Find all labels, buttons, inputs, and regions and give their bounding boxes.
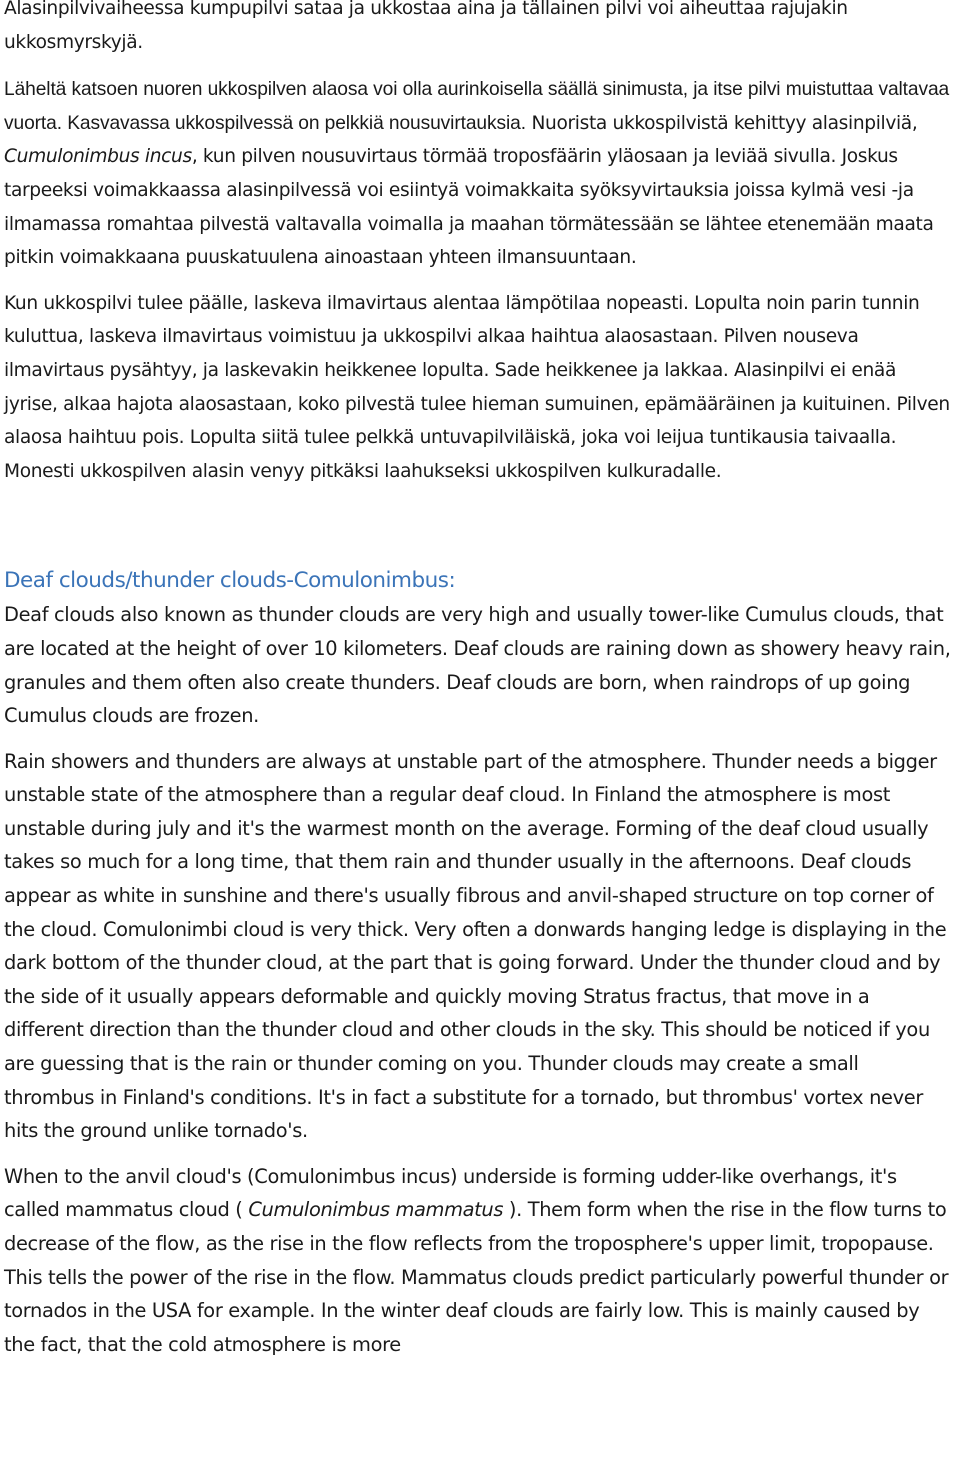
english-paragraph-2: Rain showers and thunders are always at unstable part of the atmosphere. Thunder needs a bigger unstable state of the atmosphere than a regular deaf cloud. In Finland the atmosphere is most unstable during july and it's the warmest month on the average. Forming of the deaf cloud usually takes so much for a long time, that them rain and thunder usually in the afternoons. Deaf clouds appear as white in sunshine and there's usually fibrous and anvil-shaped structure on top corner of the cloud. Comulonimbi cloud is very thick. Very often a donwards hanging ledge is displaying in the dark bottom of the thunder cloud, at the part that is going forward. Under the thunder cloud and by the side of it usually appears deformable and quickly moving Stratus fractus, that move in a different direction than the thunder cloud and other clouds in the sky. This should be noticed if you are guessing that is the rain or thunder coming on you. Thunder clouds may create a small thrombus in Finland's conditions. It's in fact a substitute for a tornado, but thrombus' vortex never hits the ground unlike tornado's. [4,749,947,1143]
english-paragraph-3-text-b: ). Them form when the rise in the flow turns to decrease of the flow, as the rise in the flow reflects from the troposphere's upper limit, tropopause. This tells the power of the rise in the flow. Mammatus clouds predict particularly powerful thunder or tornados in the USA for example. In the winter deaf clouds are fairly low. This is mainly caused by the fact, that the cold atmosphere is more [4,1198,949,1356]
english-paragraph-3-text-a: When to the anvil cloud's (Comulonimbus incus) underside is forming udder-like overhangs, it's called mammatus cloud ( [4,1164,897,1222]
section-heading: Deaf clouds/thunder clouds-Comulonimbus: [4,568,456,594]
finnish-paragraph-1: Alasinpilvivaiheessa kumpupilvi sataa ja ukkostaa aina ja tällainen pilvi voi aiheuttaa rajujakin ukkosmyrskyjä. [4,0,848,53]
english-paragraph-3-italic: Cumulonimbus mammatus [248,1198,504,1222]
english-section [4,564,954,1361]
finnish-paragraph-2-text-c: , kun pilven nousuvirtaus törmää troposfäärin yläosaan ja leviää sivulla. Joskus tarpeeksi voimakkaassa alasinpilvessä voi esiintyä voimakkaita syöksyvirtauksia joissa kylmä vesi -ja ilmamassa romahtaa pilvestä valtavalla voimalla ja maahan törmätessään se lähtee etenemään maata pitkin voimakkaana puuskatuulena ainoastaan yhteen ilmansuuntaan. [4,146,934,269]
finnish-paragraph-2-arial-text: Läheltä katsoen nuoren ukkospilven alaosa voi olla aurinkoisella säällä sinimusta, ja itse pilvi muistuttaa valtavaa vuorta. Kasvavassa ukkospilvessä on pelkkiä nousuvirtauksia. [4,79,950,134]
english-paragraph-1: Deaf clouds also known as thunder clouds are very high and usually tower-like Cumulus clouds, that are located at the height of over 10 kilometers. Deaf clouds are raining down as showery heavy rain, granules and them often also create thunders. Deaf clouds are born, when raindrops of up going Cumulus clouds are frozen. [4,603,951,728]
finnish-paragraph-3: Kun ukkospilvi tulee päälle, laskeva ilmavirtaus alentaa lämpötilaa nopeasti. Lopulta noin parin tunnin kuluttua, laskeva ilmavirtaus voimistuu ja ukkospilvi alkaa haihtua alaosastaan. Pilven nouseva ilmavirtaus pysähtyy, ja laskevakin heikkenee lopulta. Sade heikkenee ja lakkaa. Alasinpilvi ei enää jyrise, alkaa hajota alaosastaan, koko pilvestä tulee hieman sumuinen, epämääräinen ja kuituinen. Pilven alaosa haihtuu pois. Lopulta siitä tulee pelkkä untuvapilviläiskä, joka voi leijua tuntikausia taivaalla. Monesti ukkospilven alasin venyy pitkäksi laahukseksi ukkospilven kulkuradalle. [4,292,950,482]
finnish-paragraph-2 [4,73,954,275]
finnish-paragraph-2-italic: Cumulonimbus incus [4,146,192,168]
finnish-paragraph-2-text-b: Nuorista ukkospilvistä kehittyy alasinpilviä, [525,112,918,134]
english-paragraph-3 [4,1160,954,1362]
